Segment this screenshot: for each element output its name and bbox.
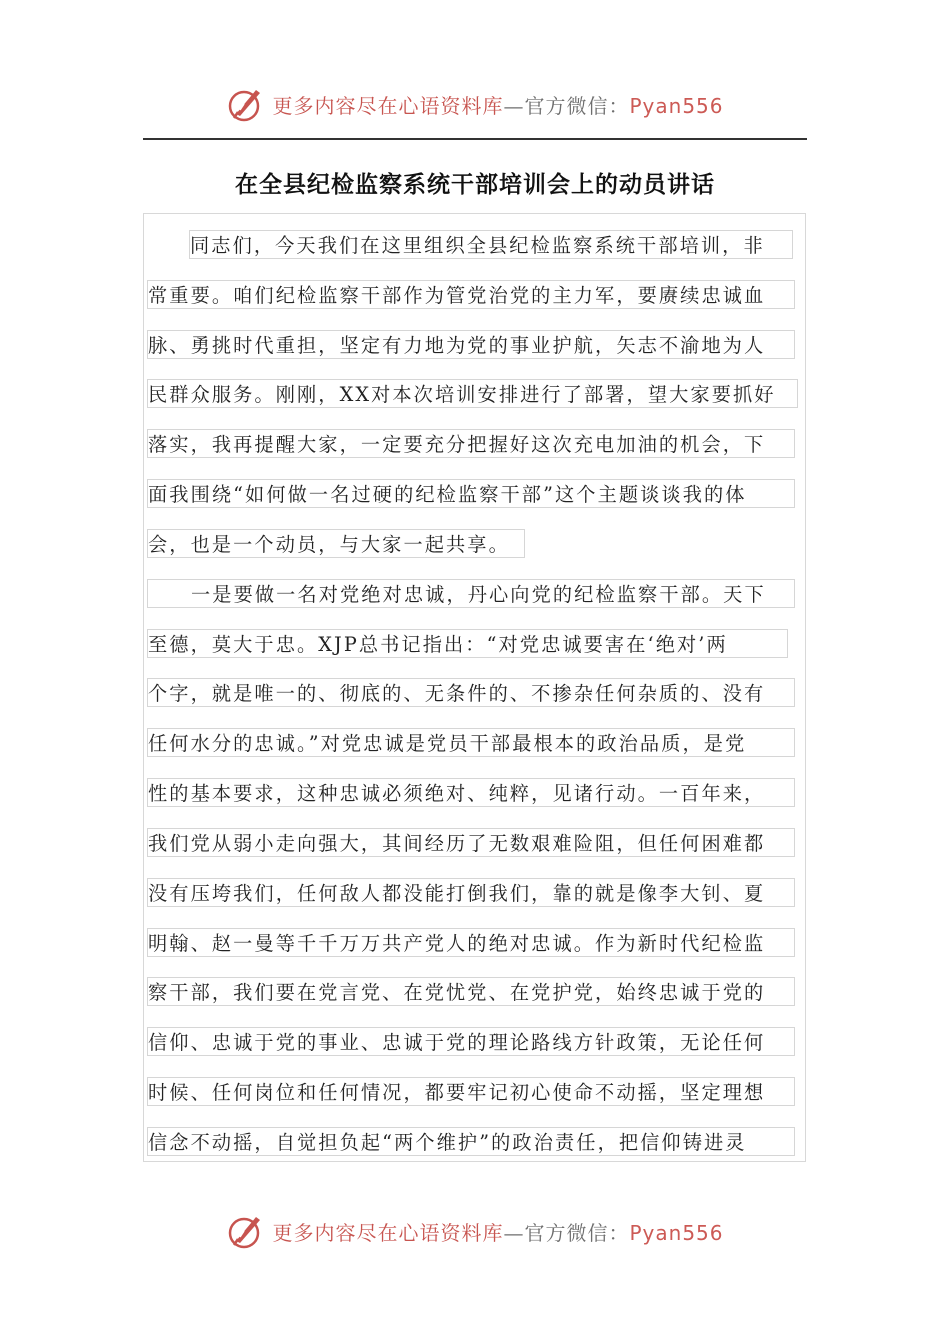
banner-wechat-id: Pyan556 xyxy=(629,1220,724,1245)
text-line: 至德，莫大于忠。XJP总书记指出：“对党忠诚要害在‘绝对’两 xyxy=(147,629,788,658)
banner-title: 更多内容尽在心语资料库 xyxy=(272,1220,504,1245)
text-line: 时候、任何岗位和任何情况，都要牢记初心使命不动摇，坚定理想 xyxy=(147,1077,795,1106)
text-line: 民群众服务。刚刚，XX对本次培训安排进行了部署，望大家要抓好 xyxy=(147,379,798,408)
text-line: 我们党从弱小走向强大，其间经历了无数艰难险阻，但任何困难都 xyxy=(147,828,795,857)
banner-separator: —官方微信： xyxy=(503,1220,630,1245)
text-line: 个字，就是唯一的、彻底的、无条件的、不掺杂任何杂质的、没有 xyxy=(147,678,795,707)
text-line: 性的基本要求，这种忠诚必须绝对、纯粹，见诸行动。一百年来， xyxy=(147,778,795,807)
text-line: 察干部，我们要在党言党、在党忧党、在党护党，始终忠诚于党的 xyxy=(147,977,795,1006)
text-line: 面我围绕“如何做一名过硬的纪检监察干部”这个主题谈谈我的体 xyxy=(147,479,795,508)
text-line: 脉、勇挑时代重担，坚定有力地为党的事业护航，矢志不渝地为人 xyxy=(147,330,795,359)
text-line: 常重要。咱们纪检监察干部作为管党治党的主力军，要赓续忠诚血 xyxy=(147,280,795,309)
text-line: 落实，我再提醒大家，一定要充分把握好这次充电加油的机会，下 xyxy=(147,429,795,458)
text-line: 信仰、忠诚于党的事业、忠诚于党的理论路线方针政策，无论任何 xyxy=(147,1027,795,1056)
header-banner xyxy=(0,80,950,128)
text-line: 任何水分的忠诚。”对党忠诚是党员干部最根本的政治品质，是党 xyxy=(147,728,795,757)
text-line: 会，也是一个动员，与大家一起共享。 xyxy=(147,529,525,558)
text-line: 没有压垮我们，任何敌人都没能打倒我们，靠的就是像李大钊、夏 xyxy=(147,878,795,907)
text-line: 同志们，今天我们在这里组织全县纪检监察系统干部培训，非 xyxy=(189,230,793,259)
banner-wechat-id: Pyan556 xyxy=(629,93,724,118)
header-divider xyxy=(143,138,807,140)
banner-separator: —官方微信： xyxy=(503,93,630,118)
quill-pen-logo-icon xyxy=(226,1211,266,1251)
document-title: 在全县纪检监察系统干部培训会上的动员讲话 xyxy=(235,171,715,198)
text-line: 一是要做一名对党绝对忠诚，丹心向党的纪检监察干部。天下 xyxy=(147,579,795,608)
text-line: 信念不动摇，自觉担负起“两个维护”的政治责任，把信仰铸进灵 xyxy=(147,1127,795,1156)
quill-pen-logo-icon xyxy=(226,84,266,124)
text-line: 明翰、赵一曼等千千万万共产党人的绝对忠诚。作为新时代纪检监 xyxy=(147,928,795,957)
footer-banner xyxy=(0,1207,950,1255)
banner-title: 更多内容尽在心语资料库 xyxy=(272,93,504,118)
